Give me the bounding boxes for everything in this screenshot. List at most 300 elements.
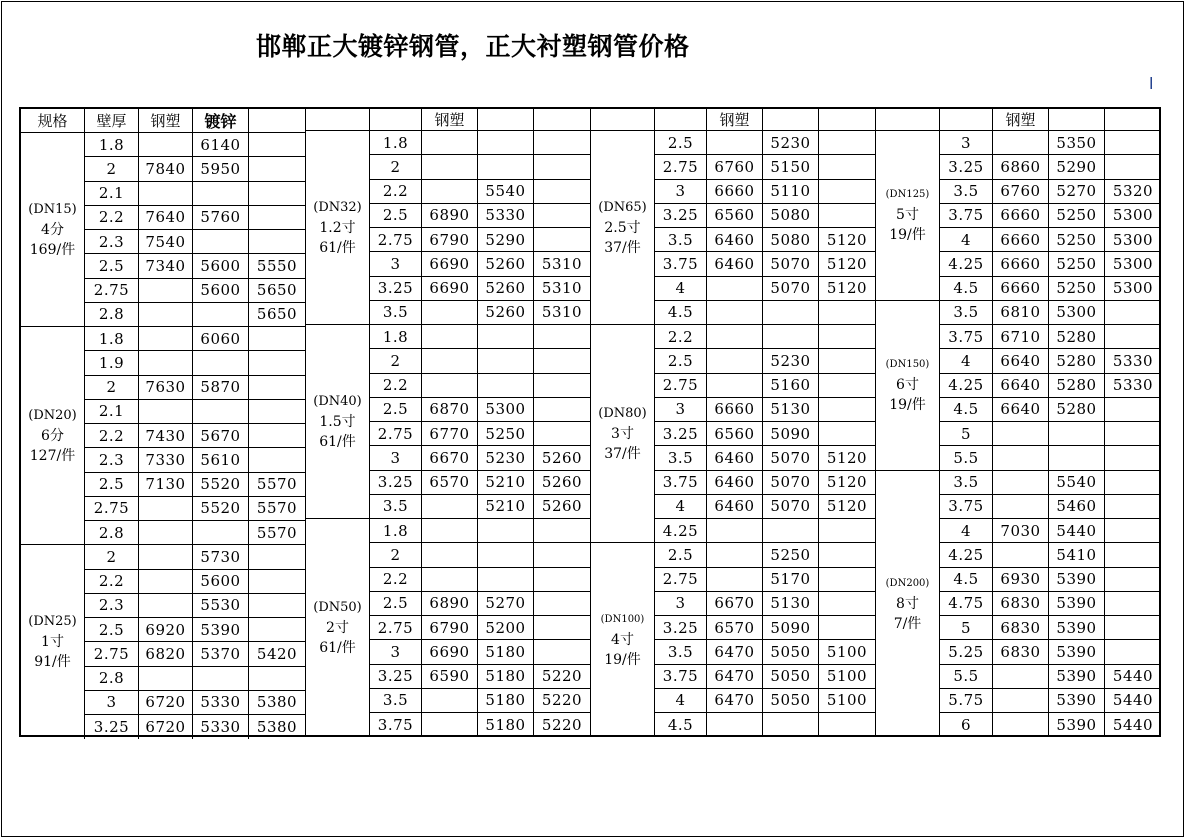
cell-plastic: 6660: [707, 180, 763, 203]
table-row: [940, 422, 1161, 446]
table-row: [940, 689, 1161, 713]
cell-extra: [534, 374, 590, 397]
table-row: [940, 374, 1161, 398]
cell-plastic: 6460: [707, 495, 763, 518]
cell-thickness: 4: [940, 349, 993, 372]
table-group-3: [590, 109, 875, 735]
cell-galv: 5070: [763, 277, 819, 300]
header-plastic: 钢塑: [993, 109, 1049, 130]
header-blank: [591, 109, 655, 130]
table-row: [940, 301, 1161, 325]
cell-extra: [1105, 616, 1161, 639]
table-row: [85, 279, 305, 303]
cell-thickness: 2.75: [85, 642, 139, 665]
cell-extra: 5100: [826, 642, 868, 661]
table-row: [940, 277, 1161, 301]
cell-extra: [534, 543, 590, 566]
cell-galv: 5520: [193, 497, 249, 520]
cell-extra: 5120: [826, 448, 868, 467]
cell-thickness: 1.8: [85, 327, 139, 350]
cell-plastic: [139, 303, 193, 326]
cell-extra: [249, 351, 305, 374]
cell-plastic: [707, 349, 763, 372]
cell-plastic: [707, 374, 763, 397]
cell-plastic: 6570: [707, 616, 763, 639]
cell-galv: [763, 325, 819, 348]
cell-extra: [534, 568, 590, 591]
cell-thickness: 2.3: [85, 448, 139, 471]
cell-thickness: 3.25: [85, 715, 139, 739]
spec-dn: (DN20): [28, 407, 77, 423]
cell-thickness: 2: [370, 349, 422, 372]
cell-plastic: [707, 301, 763, 324]
cell-extra: [534, 180, 590, 203]
spec-count: 7/件: [893, 615, 922, 632]
cell-extra: [534, 325, 590, 348]
cell-plastic: 6640: [993, 374, 1049, 397]
cell-galv: 5130: [763, 398, 819, 421]
table-row: [85, 351, 305, 375]
cell-galv: 5670: [193, 424, 249, 447]
cell-plastic: 6470: [707, 640, 763, 663]
cell-thickness: 3.25: [655, 204, 707, 227]
spec-cell: [876, 471, 939, 738]
cell-plastic: 6560: [707, 422, 763, 445]
cell-galv: 5070: [763, 446, 819, 469]
table-row: [655, 640, 875, 664]
cell-plastic: [139, 351, 193, 374]
table-row: [940, 252, 1161, 276]
cell-galv: 5280: [1049, 374, 1105, 397]
header-plastic: 钢塑: [422, 109, 478, 130]
cell-thickness: 1.8: [370, 131, 422, 154]
table-row: [940, 640, 1161, 664]
cell-thickness: 2.2: [85, 206, 139, 229]
cell-extra: 5330: [1112, 376, 1154, 395]
header-plastic: 钢塑: [139, 109, 193, 132]
cell-extra: 5440: [1112, 667, 1154, 686]
cell-galv: 5050: [763, 665, 819, 688]
cell-extra: [249, 206, 305, 229]
cell-extra: [534, 519, 590, 542]
cell-galv: 5270: [478, 592, 534, 615]
cell-thickness: 3.75: [655, 252, 707, 275]
cell-extra: 5120: [826, 497, 868, 516]
table-row: [655, 568, 875, 592]
spec-count: 37/件: [604, 239, 641, 256]
cell-plastic: [707, 713, 763, 737]
cell-thickness: 4.5: [940, 277, 993, 300]
cell-galv: 5080: [763, 204, 819, 227]
cell-plastic: [422, 301, 478, 324]
spec-cell: [21, 133, 84, 327]
cell-extra: [534, 592, 590, 615]
cell-galv: 5110: [763, 180, 819, 203]
cell-galv: 5290: [478, 228, 534, 251]
cell-extra: [1105, 471, 1161, 494]
cell-plastic: [139, 327, 193, 350]
table-row: [940, 665, 1161, 689]
cell-plastic: 6590: [422, 665, 478, 688]
table-row: [370, 446, 590, 470]
table-row: [655, 616, 875, 640]
cell-galv: 5330: [193, 691, 249, 714]
table-group-1: [21, 109, 305, 735]
cell-extra: [249, 448, 305, 471]
cell-galv: 5210: [478, 471, 534, 494]
table-header: [591, 109, 875, 131]
cell-extra: [534, 640, 590, 663]
cell-galv: 5600: [193, 570, 249, 593]
cell-extra: [534, 228, 590, 251]
cell-thickness: 4.25: [940, 374, 993, 397]
cell-galv: 5260: [478, 277, 534, 300]
table-row: [370, 349, 590, 373]
cell-plastic: 6760: [993, 180, 1049, 203]
cell-plastic: [422, 543, 478, 566]
cell-plastic: 6660: [707, 398, 763, 421]
cell-plastic: [139, 182, 193, 205]
cell-extra: 5320: [1112, 182, 1154, 201]
cell-thickness: 3: [85, 691, 139, 714]
table-row: [655, 422, 875, 446]
header-blank: [876, 109, 940, 130]
spec-dn: (DN25): [28, 614, 77, 630]
spec-count: 91/件: [34, 654, 71, 671]
cell-plastic: [139, 667, 193, 690]
cell-thickness: 2.5: [85, 618, 139, 641]
cell-galv: 5250: [478, 422, 534, 445]
cell-extra: 5260: [541, 473, 583, 492]
spec-dn: (DN80): [598, 405, 647, 421]
cell-plastic: 6690: [422, 252, 478, 275]
cell-plastic: 6860: [993, 155, 1049, 178]
cell-thickness: 3.5: [940, 471, 993, 494]
cell-extra: [249, 667, 305, 690]
cell-extra: [249, 376, 305, 399]
header-blank: [1049, 109, 1105, 130]
cell-plastic: 6660: [993, 204, 1049, 227]
cell-plastic: 6830: [993, 592, 1049, 615]
cell-galv: 5390: [1049, 568, 1105, 591]
table-row: [85, 594, 305, 618]
spec-count: 61/件: [319, 640, 356, 657]
cell-plastic: [707, 277, 763, 300]
cell-thickness: 3.25: [370, 277, 422, 300]
table-row: [370, 616, 590, 640]
cell-extra: [1105, 543, 1161, 566]
spec-dn: (DN50): [313, 600, 362, 616]
spec-count: 127/件: [29, 447, 76, 464]
cell-galv: 5180: [478, 665, 534, 688]
cell-plastic: [422, 713, 478, 737]
cell-plastic: [422, 495, 478, 518]
table-row: [940, 616, 1161, 640]
cell-extra: [819, 568, 875, 591]
table-row: [85, 400, 305, 424]
table-header: [306, 109, 590, 131]
cell-plastic: [707, 131, 763, 154]
cell-plastic: 6460: [707, 446, 763, 469]
cell-extra: 5300: [1112, 279, 1154, 298]
spec-size: 5寸: [896, 207, 919, 224]
cell-thickness: 2: [85, 376, 139, 399]
cell-plastic: [422, 180, 478, 203]
group-body: [306, 131, 590, 737]
cell-plastic: 6660: [993, 228, 1049, 251]
cell-thickness: 3.5: [370, 689, 422, 712]
cell-plastic: [993, 543, 1049, 566]
cell-plastic: 6460: [707, 252, 763, 275]
cell-thickness: 3: [940, 131, 993, 154]
rows-column: [655, 131, 875, 737]
cell-thickness: 2: [370, 543, 422, 566]
table-row: [370, 495, 590, 519]
cell-extra: 5650: [256, 305, 298, 324]
spec-count: 19/件: [604, 652, 641, 669]
table-row: [655, 325, 875, 349]
cell-extra: [1105, 640, 1161, 663]
cell-extra: [249, 545, 305, 568]
cell-extra: [534, 204, 590, 227]
cell-galv: 5090: [763, 422, 819, 445]
cell-galv: 5390: [1049, 640, 1105, 663]
cell-extra: [819, 180, 875, 203]
cell-galv: 5250: [763, 543, 819, 566]
cell-thickness: 2: [370, 155, 422, 178]
cell-extra: 5550: [256, 256, 298, 275]
table-row: [85, 157, 305, 181]
header-galv: 镀锌: [193, 109, 249, 132]
cell-extra: [249, 327, 305, 350]
cell-thickness: 2: [85, 545, 139, 568]
cell-galv: [763, 301, 819, 324]
spec-size: 1.5寸: [319, 413, 356, 430]
cell-galv: 5390: [1049, 665, 1105, 688]
cell-plastic: 6820: [139, 642, 193, 665]
cell-galv: 5180: [478, 713, 534, 737]
cell-galv: [478, 155, 534, 178]
table-row: [85, 303, 305, 327]
spec-count: 19/件: [889, 227, 926, 244]
table-row: [370, 543, 590, 567]
cell-thickness: 5.5: [940, 446, 993, 469]
cell-thickness: 2.5: [85, 254, 139, 277]
cell-galv: 5250: [1049, 252, 1105, 275]
table-row: [370, 471, 590, 495]
table-row: [655, 592, 875, 616]
cell-plastic: [993, 665, 1049, 688]
cell-galv: [763, 713, 819, 737]
cell-galv: 5530: [193, 594, 249, 617]
cell-plastic: [422, 325, 478, 348]
cell-extra: [534, 155, 590, 178]
cell-plastic: 6720: [139, 715, 193, 739]
cell-galv: 5280: [1049, 398, 1105, 421]
table-row: [85, 230, 305, 254]
cell-galv: 5230: [763, 131, 819, 154]
cell-extra: [249, 618, 305, 641]
table-row: [655, 155, 875, 179]
cell-galv: 5080: [763, 228, 819, 251]
cell-galv: 5260: [478, 301, 534, 324]
cell-thickness: 2.2: [370, 568, 422, 591]
cell-plastic: 7030: [993, 519, 1049, 542]
cell-thickness: 5: [940, 616, 993, 639]
cell-plastic: [139, 497, 193, 520]
table-row: [370, 665, 590, 689]
table-row: [940, 519, 1161, 543]
cell-extra: [1105, 495, 1161, 518]
cell-galv: 5600: [193, 279, 249, 302]
spec-column: [876, 131, 940, 737]
header-blank: [819, 109, 875, 130]
cell-plastic: [993, 446, 1049, 469]
cell-plastic: 6460: [707, 471, 763, 494]
table-row: [655, 519, 875, 543]
cell-extra: [249, 594, 305, 617]
table-row: [655, 713, 875, 737]
cell-extra: [249, 157, 305, 180]
cell-plastic: [139, 279, 193, 302]
cell-galv: 5390: [193, 618, 249, 641]
cell-galv: 5390: [1049, 592, 1105, 615]
cell-extra: [819, 349, 875, 372]
cell-galv: [478, 543, 534, 566]
spec-column: [306, 131, 370, 737]
cell-thickness: 4: [655, 277, 707, 300]
cell-galv: 5070: [763, 252, 819, 275]
cell-plastic: 6790: [422, 616, 478, 639]
table-row: [655, 665, 875, 689]
cell-extra: 5570: [256, 499, 298, 518]
cell-plastic: [422, 519, 478, 542]
cell-extra: [1105, 398, 1161, 421]
table-row: [655, 228, 875, 252]
cell-galv: 5520: [193, 473, 249, 496]
cell-thickness: 2.2: [655, 325, 707, 348]
cell-thickness: 3: [655, 398, 707, 421]
cell-plastic: [993, 471, 1049, 494]
cell-galv: 5070: [763, 495, 819, 518]
table-row: [940, 398, 1161, 422]
cell-extra: [819, 374, 875, 397]
cell-plastic: 6830: [993, 616, 1049, 639]
table-row: [85, 667, 305, 691]
cell-thickness: 4.5: [655, 713, 707, 737]
table-row: [655, 543, 875, 567]
group-body: [591, 131, 875, 737]
spec-column: [591, 131, 655, 737]
spec-cell: [876, 301, 939, 471]
cell-plastic: 6690: [422, 640, 478, 663]
cell-plastic: 6660: [993, 252, 1049, 275]
table-row: [370, 252, 590, 276]
cell-thickness: 3.25: [655, 422, 707, 445]
cell-extra: [819, 131, 875, 154]
cell-thickness: 1.8: [370, 519, 422, 542]
cell-plastic: 6460: [707, 228, 763, 251]
cell-extra: 5100: [826, 667, 868, 686]
cell-plastic: 6720: [139, 691, 193, 714]
table-row: [85, 497, 305, 521]
table-row: [940, 568, 1161, 592]
header-blank: [370, 109, 422, 130]
table-row: [940, 180, 1161, 204]
cell-extra: [534, 422, 590, 445]
cell-thickness: 6: [940, 713, 993, 737]
cell-galv: 5280: [1049, 325, 1105, 348]
cell-extra: 5120: [826, 230, 868, 249]
cell-thickness: 3.5: [655, 446, 707, 469]
cell-thickness: 5.75: [940, 689, 993, 712]
cell-extra: [819, 592, 875, 615]
cell-thickness: 4.25: [655, 519, 707, 542]
header-blank: [940, 109, 993, 130]
cell-galv: 5150: [763, 155, 819, 178]
spec-size: 2寸: [326, 620, 349, 637]
cell-plastic: [139, 545, 193, 568]
cell-thickness: 1.8: [85, 133, 139, 156]
cell-plastic: [139, 133, 193, 156]
group-body: [21, 133, 305, 739]
cell-galv: [478, 374, 534, 397]
cell-plastic: [422, 374, 478, 397]
header-blank: [534, 109, 590, 130]
spec-cell: [591, 131, 654, 325]
spec-size: 6分: [41, 427, 64, 444]
cell-thickness: 2.3: [85, 594, 139, 617]
cell-extra: [819, 155, 875, 178]
cell-galv: 5050: [763, 689, 819, 712]
table-row: [370, 713, 590, 737]
cell-thickness: 3.75: [940, 495, 993, 518]
table-row: [370, 325, 590, 349]
page-title: 邯郸正大镀锌钢管，正大衬塑钢管价格: [256, 32, 690, 61]
cell-thickness: 2.5: [370, 398, 422, 421]
cell-plastic: 6640: [993, 398, 1049, 421]
cell-thickness: 2.75: [370, 616, 422, 639]
cell-thickness: 2.75: [655, 568, 707, 591]
table-group-2: [305, 109, 590, 735]
table-row: [370, 422, 590, 446]
spec-cell: [21, 545, 84, 739]
price-table: [19, 107, 1161, 737]
cell-plastic: 6810: [993, 301, 1049, 324]
rows-column: [940, 131, 1161, 737]
cell-galv: 5540: [478, 180, 534, 203]
cell-thickness: 3.75: [940, 325, 993, 348]
table-row: [940, 155, 1161, 179]
table-row: [940, 204, 1161, 228]
cell-extra: 5440: [1112, 691, 1154, 710]
cell-extra: 5300: [1112, 254, 1154, 273]
cell-galv: 5950: [193, 157, 249, 180]
cell-thickness: 2.1: [85, 400, 139, 423]
header-blank: [763, 109, 819, 130]
cell-extra: 5300: [1112, 230, 1154, 249]
cell-plastic: 7630: [139, 376, 193, 399]
cell-galv: [478, 131, 534, 154]
cell-extra: [534, 398, 590, 421]
cell-thickness: 3: [655, 180, 707, 203]
cell-extra: [819, 301, 875, 324]
cell-thickness: 2.75: [370, 422, 422, 445]
cell-extra: 5220: [541, 667, 583, 686]
cell-thickness: 3.5: [370, 495, 422, 518]
cell-extra: 5420: [256, 644, 298, 663]
spec-dn: (DN40): [313, 393, 362, 409]
